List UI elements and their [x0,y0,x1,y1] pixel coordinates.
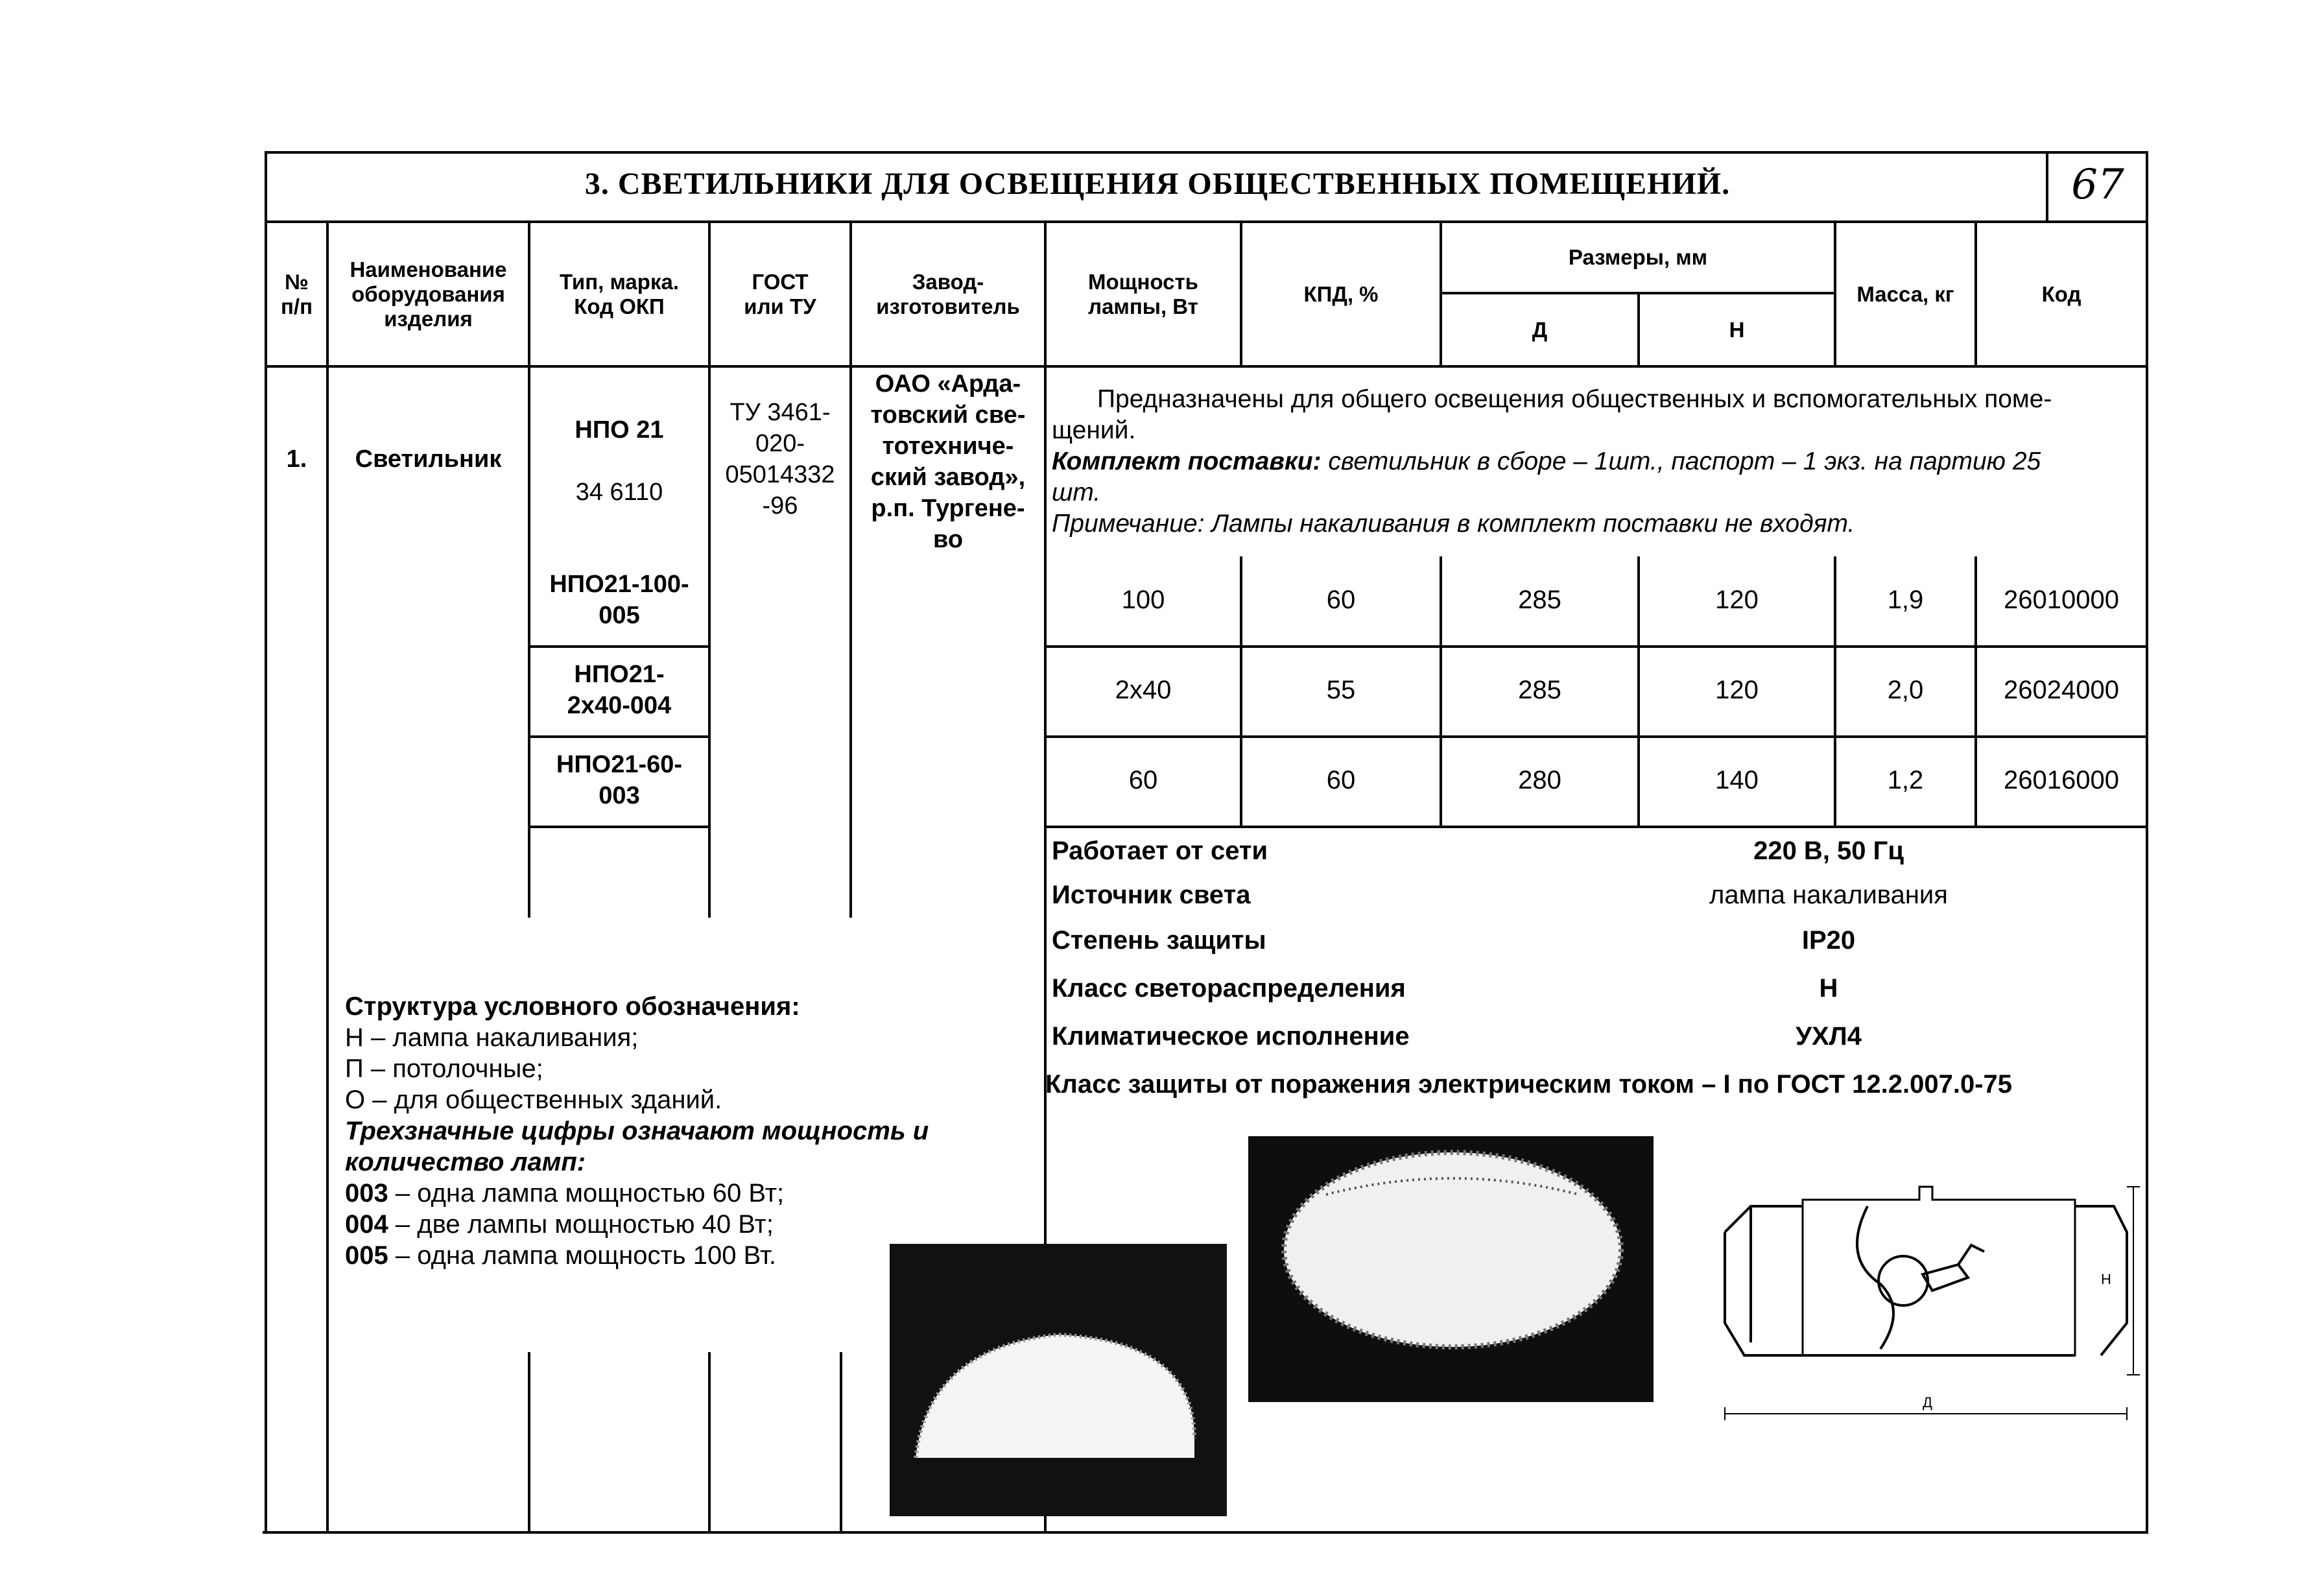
row-d: 285 [1518,586,1561,614]
spec-label: Степень защиты [1052,926,1266,955]
structure-italic: Трехзначные цифры означают мощность и [345,1117,929,1145]
row-d: 280 [1518,766,1561,794]
row-kpd: 60 [1326,766,1356,794]
structure-legend [345,991,1026,1271]
kit-text2: шт. [1052,479,1101,506]
protection-class: Класс защиты от поражения электрическим током – I по ГОСТ 12.2.007.0-75 [1045,1070,2012,1099]
row-power: 60 [1128,766,1158,794]
structure-code-line: 004 – две лампы мощностью 40 Вт; [345,1210,774,1239]
row-power: 2х40 [1115,676,1172,704]
structure-line: Н – лампа накаливания; [345,1023,639,1052]
item-number: 1. [286,446,307,473]
header-type: Тип, марка. Код ОКП [560,269,679,318]
spec-label: Класс светораспределения [1052,974,1406,1003]
row-h: 140 [1715,766,1759,794]
spec-value: Н [1819,974,1838,1003]
row-h: 120 [1715,586,1759,614]
spec-label: Климатическое исполнение [1052,1022,1410,1051]
header-mass: Масса, кг [1856,281,1954,306]
row-d: 285 [1518,676,1561,704]
description-note: Примечание: Лампы накаливания в комплект поставки не входят. [1052,510,1855,538]
row-mass: 2,0 [1887,676,1924,704]
structure-line: О – для общественных зданий. [345,1086,722,1114]
row-kpd: 55 [1326,676,1356,704]
spec-label: Источник света [1052,881,1251,909]
spec-value: IP20 [1801,926,1856,955]
dimension-d-label: Д [1923,1394,1932,1410]
row-code: 26024000 [2004,676,2119,704]
kit-text: светильник в сборе – 1шт., паспорт – 1 экз. на партию 25 [1321,447,2041,475]
row-code: 26016000 [2004,766,2119,794]
header-name: Наименование оборудования изделия [350,257,507,331]
structure-italic: количество ламп: [345,1148,586,1176]
item-okp: 34 6110 [575,479,663,506]
row-mass: 1,9 [1887,586,1924,614]
spec-value: УХЛ4 [1796,1022,1862,1051]
header-gost: ГОСТ или ТУ [744,269,816,318]
header-maker: Завод- изготовитель [876,269,1020,318]
row-model: НПО21-60- 003 [556,751,683,809]
kit-label: Комплект поставки: [1052,447,1322,475]
spec-value: 220 В, 50 Гц [1753,837,1904,865]
header-sizes: Размеры, мм [1568,245,1708,269]
row-mass: 1,2 [1887,766,1924,794]
structure-code-line: 005 – одна лампа мощность 100 Вт. [345,1241,776,1270]
description-line1: Предназначены для общего освещения общественных и вспомогательных поме- [1097,385,2052,413]
item-tu: ТУ 3461- 020- 05014332 -96 [725,399,835,519]
row-power: 100 [1121,586,1165,614]
page-number: 67 [2071,161,2124,209]
structure-heading: Структура условного обозначения: [345,992,800,1021]
spec-label: Работает от сети [1052,837,1268,865]
header-code: Код [2041,281,2081,306]
description [1052,384,2141,540]
item-maker: ОАО «Арда- товский све- тотехниче- ский завод», р.п. Тургене- во [870,370,1026,553]
spec-value: лампа накаливания [1709,881,1948,909]
header-h: Н [1729,317,1745,342]
header-num: № п/п [280,269,313,318]
row-h: 120 [1715,676,1759,704]
row-kpd: 60 [1326,586,1356,614]
header-power: Мощность лампы, Вт [1088,269,1198,318]
item-type: НПО 21 [575,416,664,444]
item-name: Светильник [355,446,502,473]
table-title: 3. СВЕТИЛЬНИКИ ДЛЯ ОСВЕЩЕНИЯ ОБЩЕСТВЕННЫХ ПОМЕЩЕНИЙ. [584,167,1731,201]
row-code: 26010000 [2004,586,2119,614]
luminaire-drawing [1712,1180,2140,1433]
description-line2: щений. [1052,416,1136,444]
row-model: НПО21-100- 005 [549,571,689,629]
structure-code-line: 003 – одна лампа мощностью 60 Вт; [345,1179,785,1208]
luminaire-photo-side [890,1244,1227,1516]
structure-line: П – потолочные; [345,1054,543,1083]
header-d: Д [1532,317,1548,342]
dimension-h-label: Н [2101,1271,2111,1287]
luminaire-photo-bottom [1248,1136,1654,1402]
header-kpd: КПД, % [1303,281,1379,306]
row-model: НПО21- 2х40-004 [567,661,672,719]
